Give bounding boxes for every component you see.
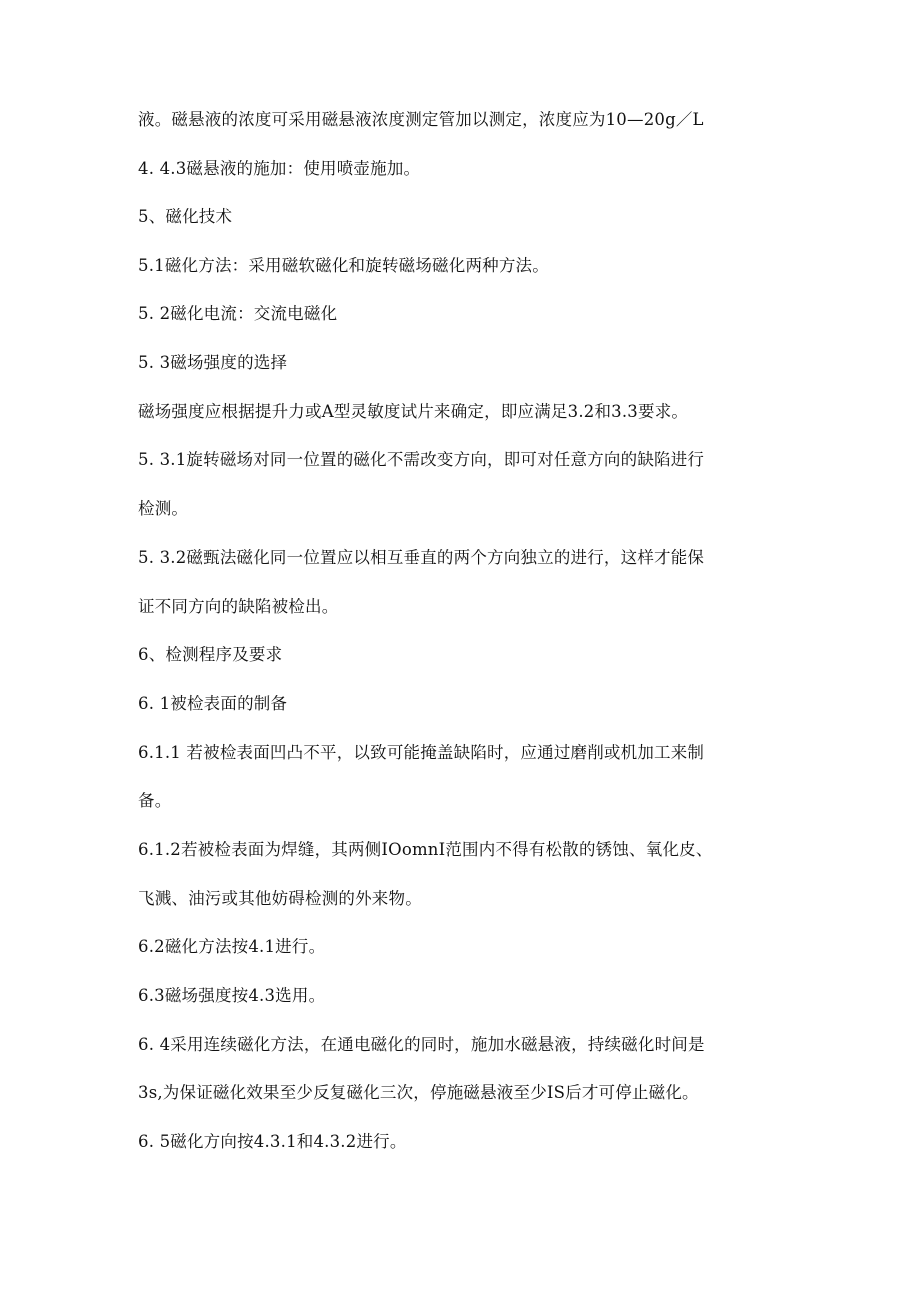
text-line: 5. 3.2磁甄法磁化同一位置应以相互垂直的两个方向独立的进行，这样才能保 — [138, 548, 705, 567]
text-line: 液。磁悬液的浓度可采用磁悬液浓度测定管加以测定，浓度应为10—20g／L — [138, 110, 704, 129]
text-line: 飞溅、油污或其他妨碍检测的外来物。 — [138, 889, 422, 908]
text-line: 5. 3磁场强度的选择 — [138, 353, 288, 372]
text-line: 6.1.1 若被检表面凹凸不平，以致可能掩盖缺陷时，应通过磨削或机加工来制 — [138, 743, 705, 762]
text-line: 6.3磁场强度按4.3选用。 — [138, 986, 326, 1005]
text-line: 6. 5磁化方向按4.3.1和4.3.2进行。 — [138, 1132, 407, 1151]
text-line: 证不同方向的缺陷被检出。 — [138, 597, 339, 616]
text-line: 磁场强度应根据提升力或A型灵敏度试片来确定，即应满足3.2和3.3要求。 — [138, 402, 689, 421]
text-line: 5.1磁化方法：采用磁软磁化和旋转磁场磁化两种方法。 — [138, 256, 549, 275]
text-line: 备。 — [138, 791, 172, 810]
text-line: 检测。 — [138, 499, 189, 518]
text-line: 6. 1被检表面的制备 — [138, 694, 288, 713]
text-line: 5. 3.1旋转磁场对同一位置的磁化不需改变方向，即可对任意方向的缺陷进行 — [138, 450, 705, 469]
text-line: 3s,为保证磁化效果至少反复磁化三次，停施磁悬液至少IS后才可停止磁化。 — [138, 1083, 699, 1102]
text-line: 5. 2磁化电流：交流电磁化 — [138, 304, 338, 323]
text-line: 4. 4.3磁悬液的施加：使用喷壶施加。 — [138, 159, 421, 178]
section-heading: 6、检测程序及要求 — [138, 645, 283, 664]
text-line: 6. 4采用连续磁化方法，在通电磁化的同时，施加水磁悬液，持续磁化时间是 — [138, 1035, 705, 1054]
text-line: 6.1.2若被检表面为焊缝，其两侧IOomnI范围内不得有松散的锈蚀、氧化皮、 — [138, 840, 713, 859]
text-line: 6.2磁化方法按4.1进行。 — [138, 937, 326, 956]
section-heading: 5、磁化技术 — [138, 207, 233, 226]
